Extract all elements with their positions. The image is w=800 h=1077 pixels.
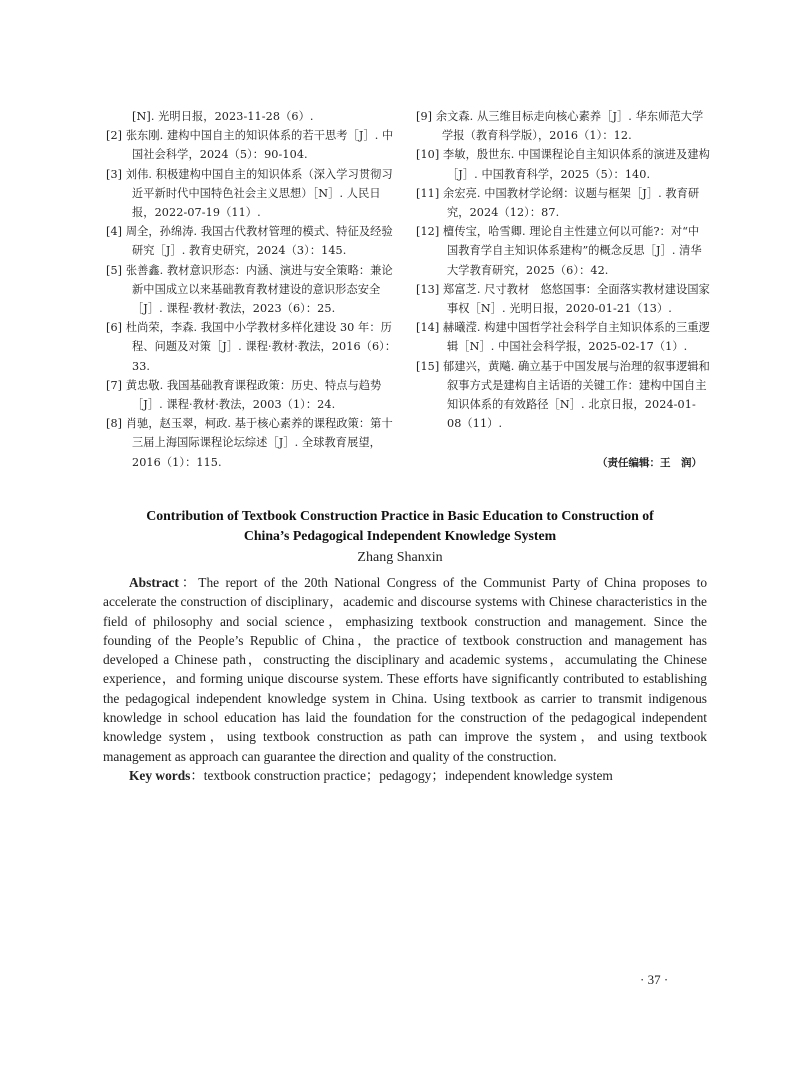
reference-text: 刘伟. 积极建构中国自主的知识体系（深入学习贯彻习近平新时代中国特色社会主义思想）［N］. 人民日报，2022-07-19（11）. [125, 167, 393, 220]
reference-text: 张善鑫. 教材意识形态：内涵、演进与安全策略：兼论新中国成立以来基础教育教材建设的意识形态安全［J］. 课程·教材·教法，2023（6）：25. [125, 263, 393, 316]
reference-label: [11] [416, 186, 440, 200]
reference-text: 肖驰，赵玉翠，柯政. 基于核心素养的课程政策：第十三届上海国际课程论坛综述［J］. 全球教育展望，2016（1）：115. [125, 417, 393, 469]
reference-item [106, 318, 400, 376]
english-title-line-1: Contribution of Textbook Construction Practice in Basic Education to Construction of [146, 508, 654, 523]
abstract-separator: ： [178, 575, 199, 590]
reference-item [106, 126, 400, 164]
english-title-line-2: China’s Pedagogical Independent Knowledge System [243, 528, 557, 543]
reference-item [416, 318, 710, 356]
reference-text: 郁建兴，黄飚. 确立基于中国发展与治理的叙事逻辑和叙事方式是建构自主话语的关键工作：建构中国自主知识体系的有效路径［N］. 北京日报，2024-01-08（11）. [443, 359, 710, 431]
reference-label: [2] [106, 129, 123, 143]
keywords-separator: ： [190, 767, 204, 783]
reference-item [416, 184, 710, 222]
reference-text: 郑富芝. 尺寸教材 悠悠国事：全面落实教材建设国家事权［N］. 光明日报，2020-01-21（13）. [443, 282, 710, 316]
reference-item [106, 376, 400, 414]
reference-text: 余宏亮. 中国教材学论纲：议题与框架［J］. 教育研究，2024（12）：87. [443, 186, 700, 220]
abstract-label: Abstract [129, 575, 179, 590]
abstract-paragraph [103, 573, 707, 766]
reference-label: [4] [106, 225, 123, 239]
reference-text: 周全，孙绵涛. 我国古代教材管理的模式、特征及经验研究［J］. 教育史研究，2024（3）：145. [125, 225, 393, 258]
english-abstract [103, 573, 707, 785]
keywords-label: Key words [129, 767, 191, 783]
reference-text: 余文森. 从三维目标走向核心素养［J］. 华东师范大学学报（教育科学版），2016（1）：12. [435, 110, 704, 143]
abstract-text: The report of the 20th National Congress of the Communist Party of China proposes to accelerate the construction of disciplinary，academic and discourse systems with Chinese characteristics in the field of philosophy and social science，emphasizing textbook construction and management. Since the founding of the People’s Republic of China，the practice of textbook construction and management has developed a Chinese path，constructing the disciplinary and academic systems，accumulating the Chinese experience，and forming unique discourse system. These efforts have significantly contributed to establishing the pedagogical independent knowledge system in China. Using textbook as carrier to transmit indigenous knowledge in school education has laid the foundation for the construction of the pedagogical independent knowledge system，using textbook construction as path can improve the system，and using textbook management as approach can guarantee the direction and quality of the construction. [103, 575, 708, 764]
reference-label: [10] [416, 148, 440, 162]
reference-text: 杜尚荣，李森. 我国中小学教材多样化建设 30 年：历程、问题及对策［J］. 课程·教材·教法，2016（6）：33. [125, 321, 397, 373]
reference-text: 张东刚. 建构中国自主的知识体系的若干思考［J］. 中国社会科学，2024（5）：90-104. [125, 129, 394, 162]
reference-label: [6] [106, 321, 123, 335]
reference-label: [14] [416, 321, 440, 335]
reference-item [106, 261, 400, 319]
reference-label: [8] [106, 417, 123, 431]
reference-label: [3] [106, 167, 123, 181]
keywords-text: textbook construction practice；pedagogy；independent knowledge system [203, 767, 613, 783]
reference-text: 赫曦滢. 构建中国哲学社会科学自主知识体系的三重逻辑［N］. 中国社会科学报，2025-02-17（1）. [443, 321, 710, 354]
reference-text: [N]. 光明日报，2023-11-28（6）. [132, 110, 314, 123]
keywords-paragraph [103, 766, 707, 785]
reference-item [106, 414, 400, 472]
reference-item [416, 222, 710, 280]
reference-item [416, 107, 710, 145]
reference-text: 黄忠敬. 我国基础教育课程政策：历史、特点与趋势［J］. 课程·教材·教法，2003（1）：24. [125, 378, 382, 412]
english-title [100, 506, 700, 546]
reference-item [416, 145, 710, 183]
reference-label: [13] [416, 282, 440, 296]
reference-label: [7] [106, 378, 123, 392]
english-author: Zhang Shanxin [357, 550, 443, 565]
reference-list [106, 107, 710, 472]
reference-label: [15] [416, 359, 440, 373]
reference-text: 李敏，殷世东. 中国课程论自主知识体系的演进及建构［J］. 中国教育科学，2025（5）：140. [443, 148, 710, 181]
reference-item [106, 222, 400, 260]
reference-column-right [416, 107, 710, 472]
reference-label: [5] [106, 263, 123, 277]
reference-item [416, 357, 710, 434]
responsible-editor-note: （责任编辑：王 润） [597, 457, 702, 470]
page-number: · 37 · [640, 972, 669, 987]
reference-item [416, 280, 710, 318]
reference-text: 檀传宝，哈雪卿. 理论自主性建立何以可能?：对“中国教育学自主知识体系建构”的概念反思［J］. 清华大学教育研究，2025（6）：42. [443, 225, 702, 277]
reference-column-left [106, 107, 400, 472]
reference-item [106, 165, 400, 223]
reference-label: [12] [416, 225, 440, 239]
reference-label: [9] [416, 110, 433, 123]
reference-item [106, 107, 400, 126]
